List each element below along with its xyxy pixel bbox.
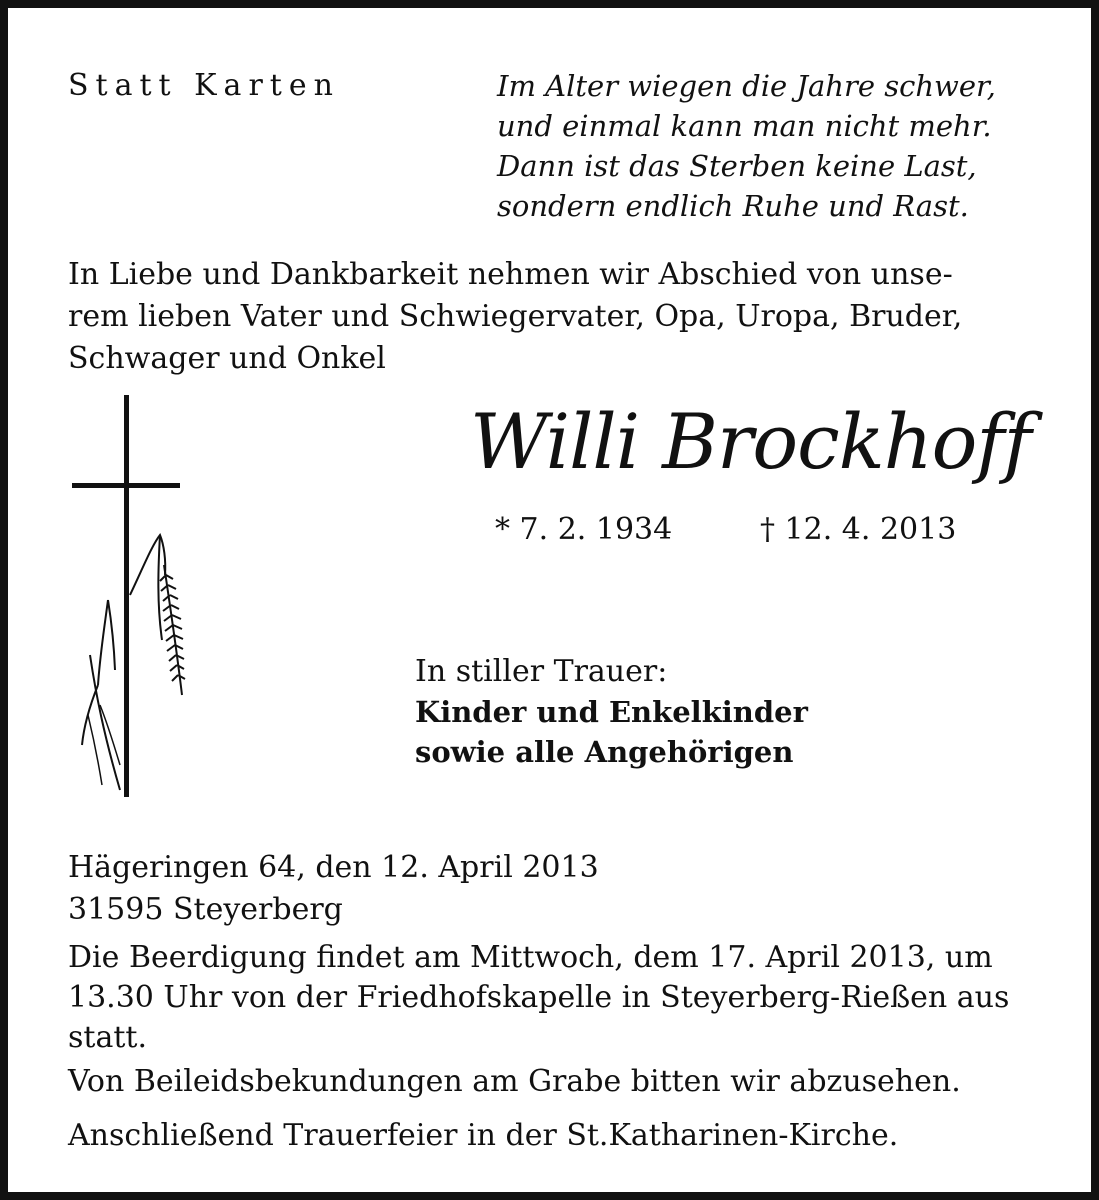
statt-karten-label: Statt Karten	[68, 68, 340, 103]
funeral-info	[68, 938, 1009, 1058]
mourners-block	[415, 652, 808, 772]
address-line: 31595 Steyerberg	[68, 892, 343, 927]
poem-line: Im Alter wiegen die Jahre schwer,	[497, 69, 996, 103]
address-block	[68, 847, 599, 931]
intro-line: In Liebe und Dankbarkeit nehmen wir Abschied von unse-	[68, 257, 953, 292]
intro-line: rem lieben Vater und Schwiegervater, Opa, Uropa, Bruder,	[68, 299, 963, 334]
mourners-line: sowie alle Angehörigen	[415, 735, 794, 769]
address-line: Hägeringen 64, den 12. April 2013	[68, 850, 599, 885]
death-date: † 12. 4. 2013	[760, 512, 957, 547]
service-note: Anschließend Trauerfeier in der St.Katharinen-Kirche.	[68, 1118, 899, 1153]
intro-line: Schwager und Onkel	[68, 341, 386, 376]
poem-line: und einmal kann man nicht mehr.	[497, 109, 992, 143]
mourners-line: Kinder und Enkelkinder	[415, 695, 808, 729]
funeral-line: statt.	[68, 1020, 147, 1055]
birth-date: * 7. 2. 1934	[495, 512, 673, 547]
condolence-note: Von Beileidsbekundungen am Grabe bitten wir abzusehen.	[68, 1064, 961, 1099]
mourners-intro: In stiller Trauer:	[415, 654, 668, 689]
poem-line: Dann ist das Sterben keine Last,	[497, 149, 977, 183]
deceased-name: Willi Brockhoff	[470, 397, 1031, 486]
intro-text	[68, 254, 1048, 380]
funeral-line: Die Beerdigung findet am Mittwoch, dem 17. April 2013, um	[68, 940, 993, 975]
funeral-line: 13.30 Uhr von der Friedhofskapelle in Steyerberg-Rießen aus	[68, 980, 1010, 1015]
cross-with-wheat-icon	[60, 395, 200, 805]
poem-line: sondern endlich Ruhe und Rast.	[497, 189, 969, 223]
poem	[497, 66, 1057, 226]
